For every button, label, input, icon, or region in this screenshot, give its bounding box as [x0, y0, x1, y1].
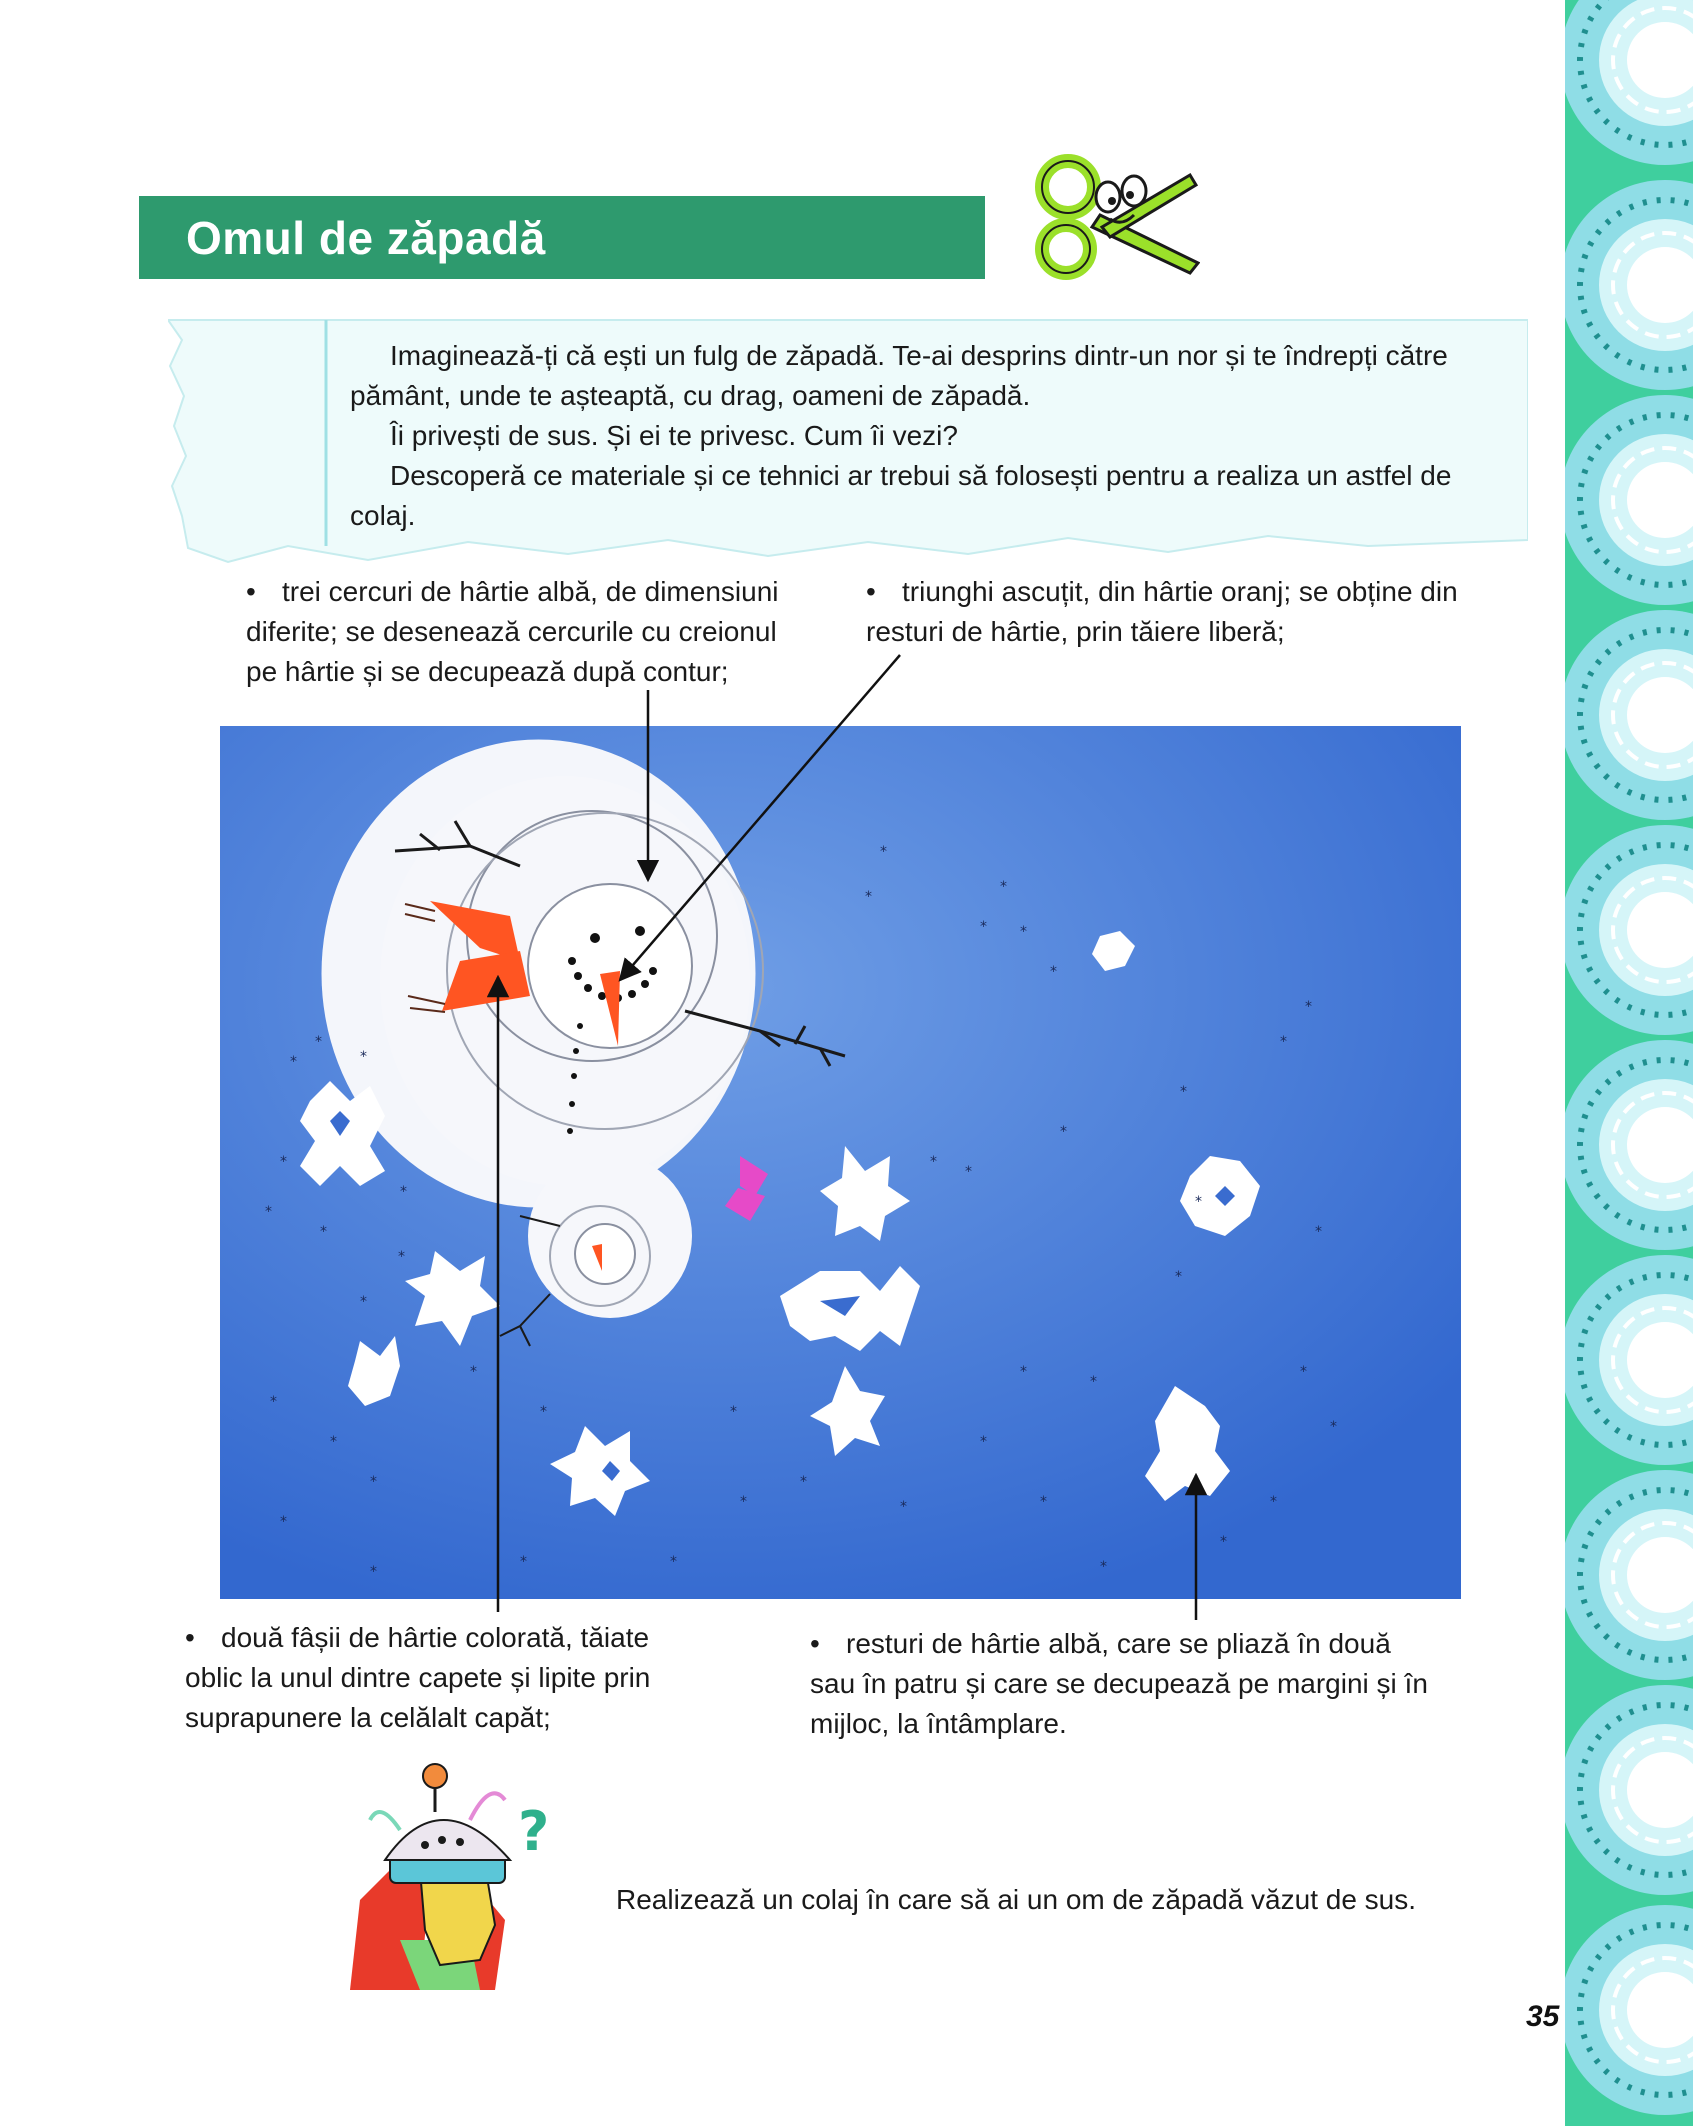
callout-strips	[185, 1618, 705, 1738]
svg-text:*: *	[1220, 1534, 1227, 1550]
svg-text:*: *	[1090, 1374, 1097, 1390]
svg-text:*: *	[880, 844, 887, 860]
svg-text:*: *	[1330, 1419, 1337, 1435]
svg-text:*: *	[280, 1154, 287, 1170]
svg-text:*: *	[1300, 1364, 1307, 1380]
snowman-collage-image	[220, 726, 1461, 1599]
svg-text:*: *	[1060, 1124, 1067, 1140]
svg-text:*: *	[1100, 1559, 1107, 1575]
bullet: •	[866, 576, 876, 607]
svg-text:*: *	[900, 1499, 907, 1515]
svg-text:*: *	[740, 1494, 747, 1510]
svg-text:*: *	[470, 1364, 477, 1380]
svg-text:*: *	[265, 1204, 272, 1220]
callout-triangle-text: triunghi ascuțit, din hârtie oranj; se obține din resturi de hârtie, prin tăiere liberă;	[866, 576, 1458, 647]
svg-text:*: *	[520, 1554, 527, 1570]
svg-text:*: *	[540, 1404, 547, 1420]
callout-strips-text: două fâșii de hârtie colorată, tăiate oblic la unul dintre capete și lipite prin suprapunere la celălalt capăt;	[185, 1622, 651, 1733]
svg-text:*: *	[1050, 964, 1057, 980]
svg-text:?: ?	[518, 1800, 550, 1863]
svg-text:*: *	[1315, 1224, 1322, 1240]
svg-text:*: *	[1020, 924, 1027, 940]
svg-text:*: *	[320, 1224, 327, 1240]
svg-text:*: *	[280, 1514, 287, 1530]
svg-text:*: *	[290, 1054, 297, 1070]
svg-text:*: *	[315, 1034, 322, 1050]
svg-text:*: *	[398, 1249, 405, 1265]
bullet: •	[810, 1628, 820, 1659]
bullet: •	[185, 1622, 195, 1653]
svg-text:*: *	[1195, 1194, 1202, 1210]
svg-text:*: *	[330, 1434, 337, 1450]
svg-text:*: *	[1305, 999, 1312, 1015]
scissors-icon	[1030, 145, 1200, 285]
svg-text:*: *	[370, 1564, 377, 1580]
svg-text:*: *	[1180, 1084, 1187, 1100]
task-instruction: Realizează un colaj în care să ai un om de zăpadă văzut de sus.	[616, 1884, 1417, 1915]
svg-text:*: *	[270, 1394, 277, 1410]
svg-text:*: *	[370, 1474, 377, 1490]
svg-text:*: *	[965, 1164, 972, 1180]
intro-line-3: Descoperă ce materiale și ce tehnici ar trebui să folosești pentru a realiza un astfel de colaj.	[350, 460, 1452, 531]
svg-text:*: *	[865, 889, 872, 905]
svg-text:*: *	[1000, 879, 1007, 895]
svg-text:*: *	[1175, 1269, 1182, 1285]
svg-text:*: *	[670, 1554, 677, 1570]
callout-circles-text: trei cercuri de hârtie albă, de dimensiuni diferite; se desenează cercurile cu creionul pe hârtie și se decupează după contur;	[246, 576, 779, 687]
thinking-girl-illustration	[330, 1760, 560, 2000]
bullet: •	[246, 576, 256, 607]
svg-text:*: *	[360, 1049, 367, 1065]
svg-text:*: *	[930, 1154, 937, 1170]
svg-text:*: *	[400, 1184, 407, 1200]
svg-text:*: *	[360, 1294, 367, 1310]
svg-text:*: *	[730, 1404, 737, 1420]
intro-line-1: Imaginează-ți că ești un fulg de zăpadă. Te-ai desprins dintr-un nor și te îndrepți către pământ, unde te așteaptă, cu drag, oameni de zăpadă.	[350, 340, 1448, 411]
svg-text:*: *	[1270, 1494, 1277, 1510]
callout-triangle	[866, 572, 1486, 652]
callout-white-scraps	[810, 1624, 1430, 1744]
svg-text:*: *	[1020, 1364, 1027, 1380]
svg-text:*: *	[1280, 1034, 1287, 1050]
callout-white-scraps-text: resturi de hârtie albă, care se pliază în două sau în patru și care se decupează pe margini și în mijloc, la întâmplare.	[810, 1628, 1428, 1739]
page-number: 35	[1526, 2000, 1560, 2033]
intro-text	[350, 336, 1500, 536]
intro-line-2: Îi privești de sus. Și ei te privesc. Cum îi vezi?	[390, 420, 958, 451]
page-title: Omul de zăpadă	[186, 212, 546, 264]
svg-text:*: *	[980, 919, 987, 935]
svg-text:*: *	[800, 1474, 807, 1490]
decorative-border	[1565, 0, 1693, 2126]
svg-text:*: *	[1040, 1494, 1047, 1510]
svg-text:*: *	[980, 1434, 987, 1450]
callout-circles	[246, 572, 786, 692]
